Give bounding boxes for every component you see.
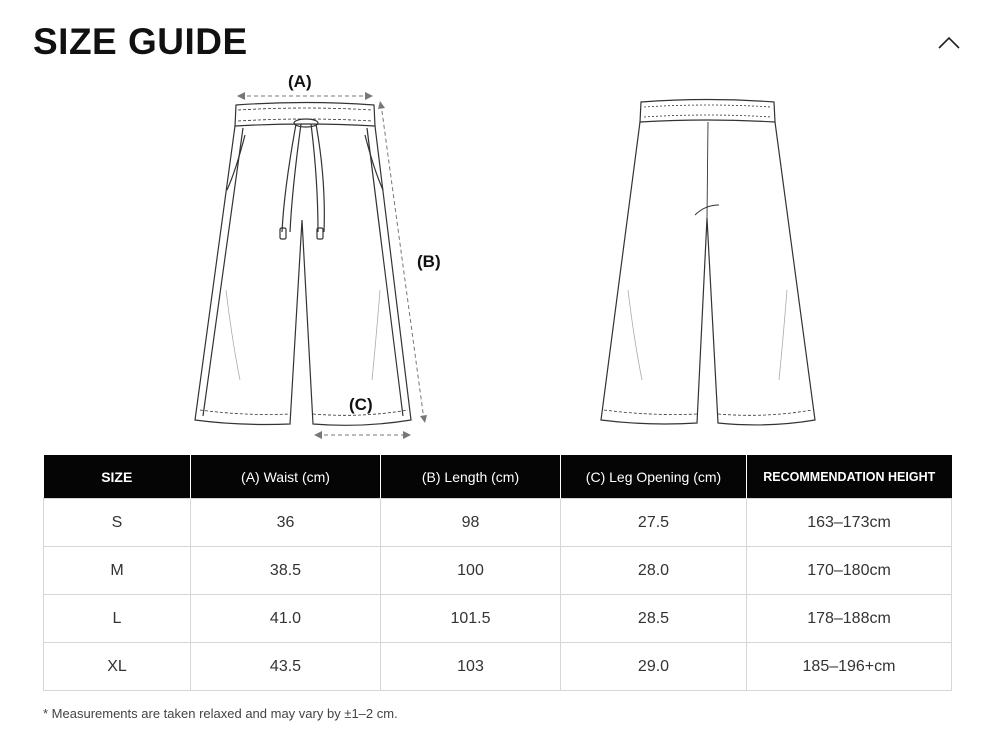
pants-front-view	[195, 103, 411, 426]
table-row	[44, 595, 952, 643]
cell-waist: 43.5	[191, 643, 381, 691]
cell-length: 100	[381, 547, 561, 595]
measure-label-c: (C)	[349, 395, 373, 414]
table-row	[44, 643, 952, 691]
table-header-row	[44, 455, 952, 499]
cell-waist: 36	[191, 499, 381, 547]
cell-waist: 38.5	[191, 547, 381, 595]
collapse-button[interactable]	[934, 30, 964, 56]
cell-waist: 41.0	[191, 595, 381, 643]
cell-size: L	[44, 595, 191, 643]
cell-leg-opening: 28.5	[561, 595, 747, 643]
chevron-up-icon	[937, 36, 961, 50]
cell-leg-opening: 28.0	[561, 547, 747, 595]
cell-size: S	[44, 499, 191, 547]
pants-back-view	[601, 100, 815, 425]
cell-length: 98	[381, 499, 561, 547]
pants-diagram	[0, 60, 1000, 450]
cell-height: 178–188cm	[747, 595, 952, 643]
cell-size: M	[44, 547, 191, 595]
cell-height: 170–180cm	[747, 547, 952, 595]
column-header-length: (B) Length (cm)	[381, 455, 561, 499]
cell-leg-opening: 29.0	[561, 643, 747, 691]
table-row	[44, 499, 952, 547]
cell-leg-opening: 27.5	[561, 499, 747, 547]
measurement-footnote: * Measurements are taken relaxed and may vary by ±1–2 cm.	[43, 706, 398, 721]
size-table	[43, 455, 952, 691]
measure-label-b: (B)	[417, 252, 441, 271]
column-header-recommendation-height: RECOMMENDATION HEIGHT	[747, 455, 952, 499]
cell-height: 185–196+cm	[747, 643, 952, 691]
column-header-size: SIZE	[44, 455, 191, 499]
measure-arrows	[240, 96, 424, 435]
column-header-leg-opening: (C) Leg Opening (cm)	[561, 455, 747, 499]
measure-label-a: (A)	[288, 72, 312, 91]
cell-length: 101.5	[381, 595, 561, 643]
column-header-waist: (A) Waist (cm)	[191, 455, 381, 499]
cell-size: XL	[44, 643, 191, 691]
cell-height: 163–173cm	[747, 499, 952, 547]
cell-length: 103	[381, 643, 561, 691]
table-row	[44, 547, 952, 595]
page-title: SIZE GUIDE	[33, 21, 248, 62]
